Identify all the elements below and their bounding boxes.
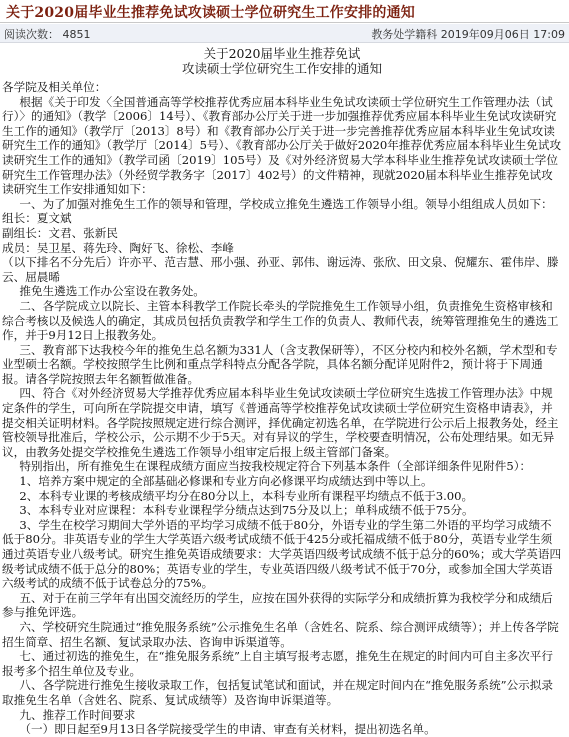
paragraph-section-9: 九、推荐工作时间要求 bbox=[19, 707, 136, 722]
office-line: 推免生遴选工作办公室设在教务处。 bbox=[19, 284, 205, 299]
paragraph-intro: 根据《关于印发〈全国普通高等学校推荐优秀应届本科毕业生免试攻读硕士学位研究生工作管理办法（试行）〉的通知》（教学〔2006〕14号）、《教育部办公厅关于进一步加强推荐优秀应届本科毕业生免试攻读研究生工作的通知》（教学厅〔2013〕8号）和《教育部办公厅关于进一步完善推荐优秀应届本科毕业生免试攻读研究生工作的通知》（教学厅〔2014〕5号）、《教育部办公厅关于做好2020年推荐优秀应届本科毕业生免试攻读研究生工作的通知》（教学司函〔2019〕105号）及《对外经济贸易大学本科毕业生推荐免试攻读硕士学位研究生工作管理办法》（外经贸学教务字〔2017〕402号）的文件精神，现就2020届本科毕业生推荐免试攻读研究生工作安排通知如下： bbox=[2, 94, 562, 197]
paragraph-section-9-item-1: （一）即日起至9月13日各学院接受学生的申请、审查有关材料，提出初选名单。 bbox=[19, 722, 436, 737]
document-title-line1: 关于2020届毕业生推荐免试 bbox=[203, 46, 361, 61]
salutation: 各学院及相关单位： bbox=[2, 80, 107, 94]
views-count: 4851 bbox=[62, 28, 91, 41]
paragraph-section-2: 二、各学院成立以院长、主管本科教学工作院长牵头的学院推免生工作领导小组，负责推免生资格审核和综合考核以及候选人的确定，其成员包括负责教学和学生工作的负责人、教师代表，统筹管理推免生的遴选工作，并于9月12日上报教务处。 bbox=[2, 298, 559, 343]
document-title bbox=[2, 46, 562, 76]
paragraph-section-4: 四、符合《对外经济贸易大学推荐优秀应届本科毕业生免试攻读硕士学位研究生选拔工作管理办法》中规定条件的学生，可向所在学院提交申请，填写《普通高等学校推荐免试攻读硕士学位研究生资格申请表》，并提交相关证明材料。各学院按照规定进行综合测评，择优确定初选名单，在学院进行公示后上报教务处，经主管校领导批准后，学校公示，公示期不少于5天。对有异议的学生，学校要查明情况，公布处理结果。如无异议，由教务处提交学校推免生遴选工作领导小组审定后报上级主管部门备案。 bbox=[2, 386, 559, 459]
page-title: 关于2020届毕业生推荐免试攻读硕士学位研究生工作安排的通知 bbox=[6, 5, 415, 21]
paragraph-section-6: 六、学校研究生院通过“推免服务系统”公示推免生名单（含姓名、院系、综合测评成绩等）；并上传各学院招生简章、招生名额、复试录取办法、咨询申诉渠道等。 bbox=[2, 619, 559, 649]
paragraph-section-5: 五、对于在前三学年有出国交流经历的学生，应按在国外获得的实际学分和成绩折算为我校学分和成绩后参与推免评选。 bbox=[2, 590, 553, 620]
article-content bbox=[2, 44, 562, 737]
paragraph-section-7: 七、通过初选的推免生，在“推免服务系统”上自主填写报考志愿，推免生在规定的时间内可自主多次平行报考多个招生单位及专业。 bbox=[2, 649, 553, 678]
condition-item: 3、本科专业对应课程：本科专业课程学分绩点达到75分及以上；单科成绩不低于75分。 bbox=[19, 503, 474, 518]
title-bar bbox=[0, 0, 569, 23]
meta-bar bbox=[0, 24, 569, 43]
paragraph-special-note: 特别指出，所有推免生在课程成绩方面应当按我校规定符合下列基本条件（全部详细条件见附件5）： bbox=[19, 459, 532, 474]
condition-item: 2、本科专业课的考核成绩平均分在80分以上，本科专业所有课程平均绩点不低于3.00。 bbox=[19, 488, 474, 503]
condition-item: 3、学生在校学习期间大学外语的平均学习成绩不低于80分，外语专业的学生第二外语的平均学习成绩不低于80分。非英语专业的学生大学英语六级考试成绩不低于425分或托福成绩不低于80分，英语专业学生须通过英语专业八级考试。研究生推免英语成绩要求：大学英语四级考试成绩不低于总分的60%；或大学英语四级考试成绩不低于总分的80%；英语专业的学生，专业英语四级八级考试不低于70分，或参加全国大学英语六级考试的成绩不低于试卷总分的75%。 bbox=[2, 517, 562, 591]
source-date: 教务处学籍科 2019年09月06日 17:09 bbox=[371, 28, 565, 41]
members-list: （以下排名不分先后）许亦平、范吉慧、邢小强、孙亚、郭伟、谢远涛、张欣、田文泉、倪耀东、霍伟岸、滕云、屈晨晞 bbox=[2, 255, 559, 284]
paragraph-section-1: 一、为了加强对推免生工作的领导和管理，学校成立推免生遴选工作领导小组。领导小组组成人员如下： bbox=[19, 196, 553, 211]
views-label: 阅读次数： bbox=[4, 28, 59, 41]
paragraph-section-8: 八、各学院进行推免生接收录取工作，包括复试笔试和面试，并在规定时间内在“推免服务系统”公示拟录取推免生名单（含姓名、院系、复试成绩等）及咨询申诉渠道等。 bbox=[2, 678, 553, 707]
condition-item: 1、培养方案中规定的全部基础必修课和专业方向必修课平均成绩达到中等以上。 bbox=[19, 474, 433, 489]
deputy-leader-line: 副组长：文君、张新民 bbox=[2, 225, 118, 240]
paragraph-section-3: 三、教育部下达我校今年的推免生总名额为331人（含支教保研等），不区分校内和校外名额，学术型和专业型硕士名额。学校按照学生比例和重点学科特点分配各学院，具体名额分配详见附件2，预计将于下周通报。请各学院按照去年名额暂做准备。 bbox=[2, 342, 558, 386]
leader-line: 组长：夏文斌 bbox=[2, 211, 72, 226]
document-body bbox=[2, 80, 562, 737]
document-title-line2: 攻读硕士学位研究生工作安排的通知 bbox=[181, 61, 382, 76]
members-line: 成员：吴卫星、蒋先玲、陶好飞、徐松、李峰 bbox=[2, 240, 234, 255]
views-counter bbox=[4, 26, 91, 42]
